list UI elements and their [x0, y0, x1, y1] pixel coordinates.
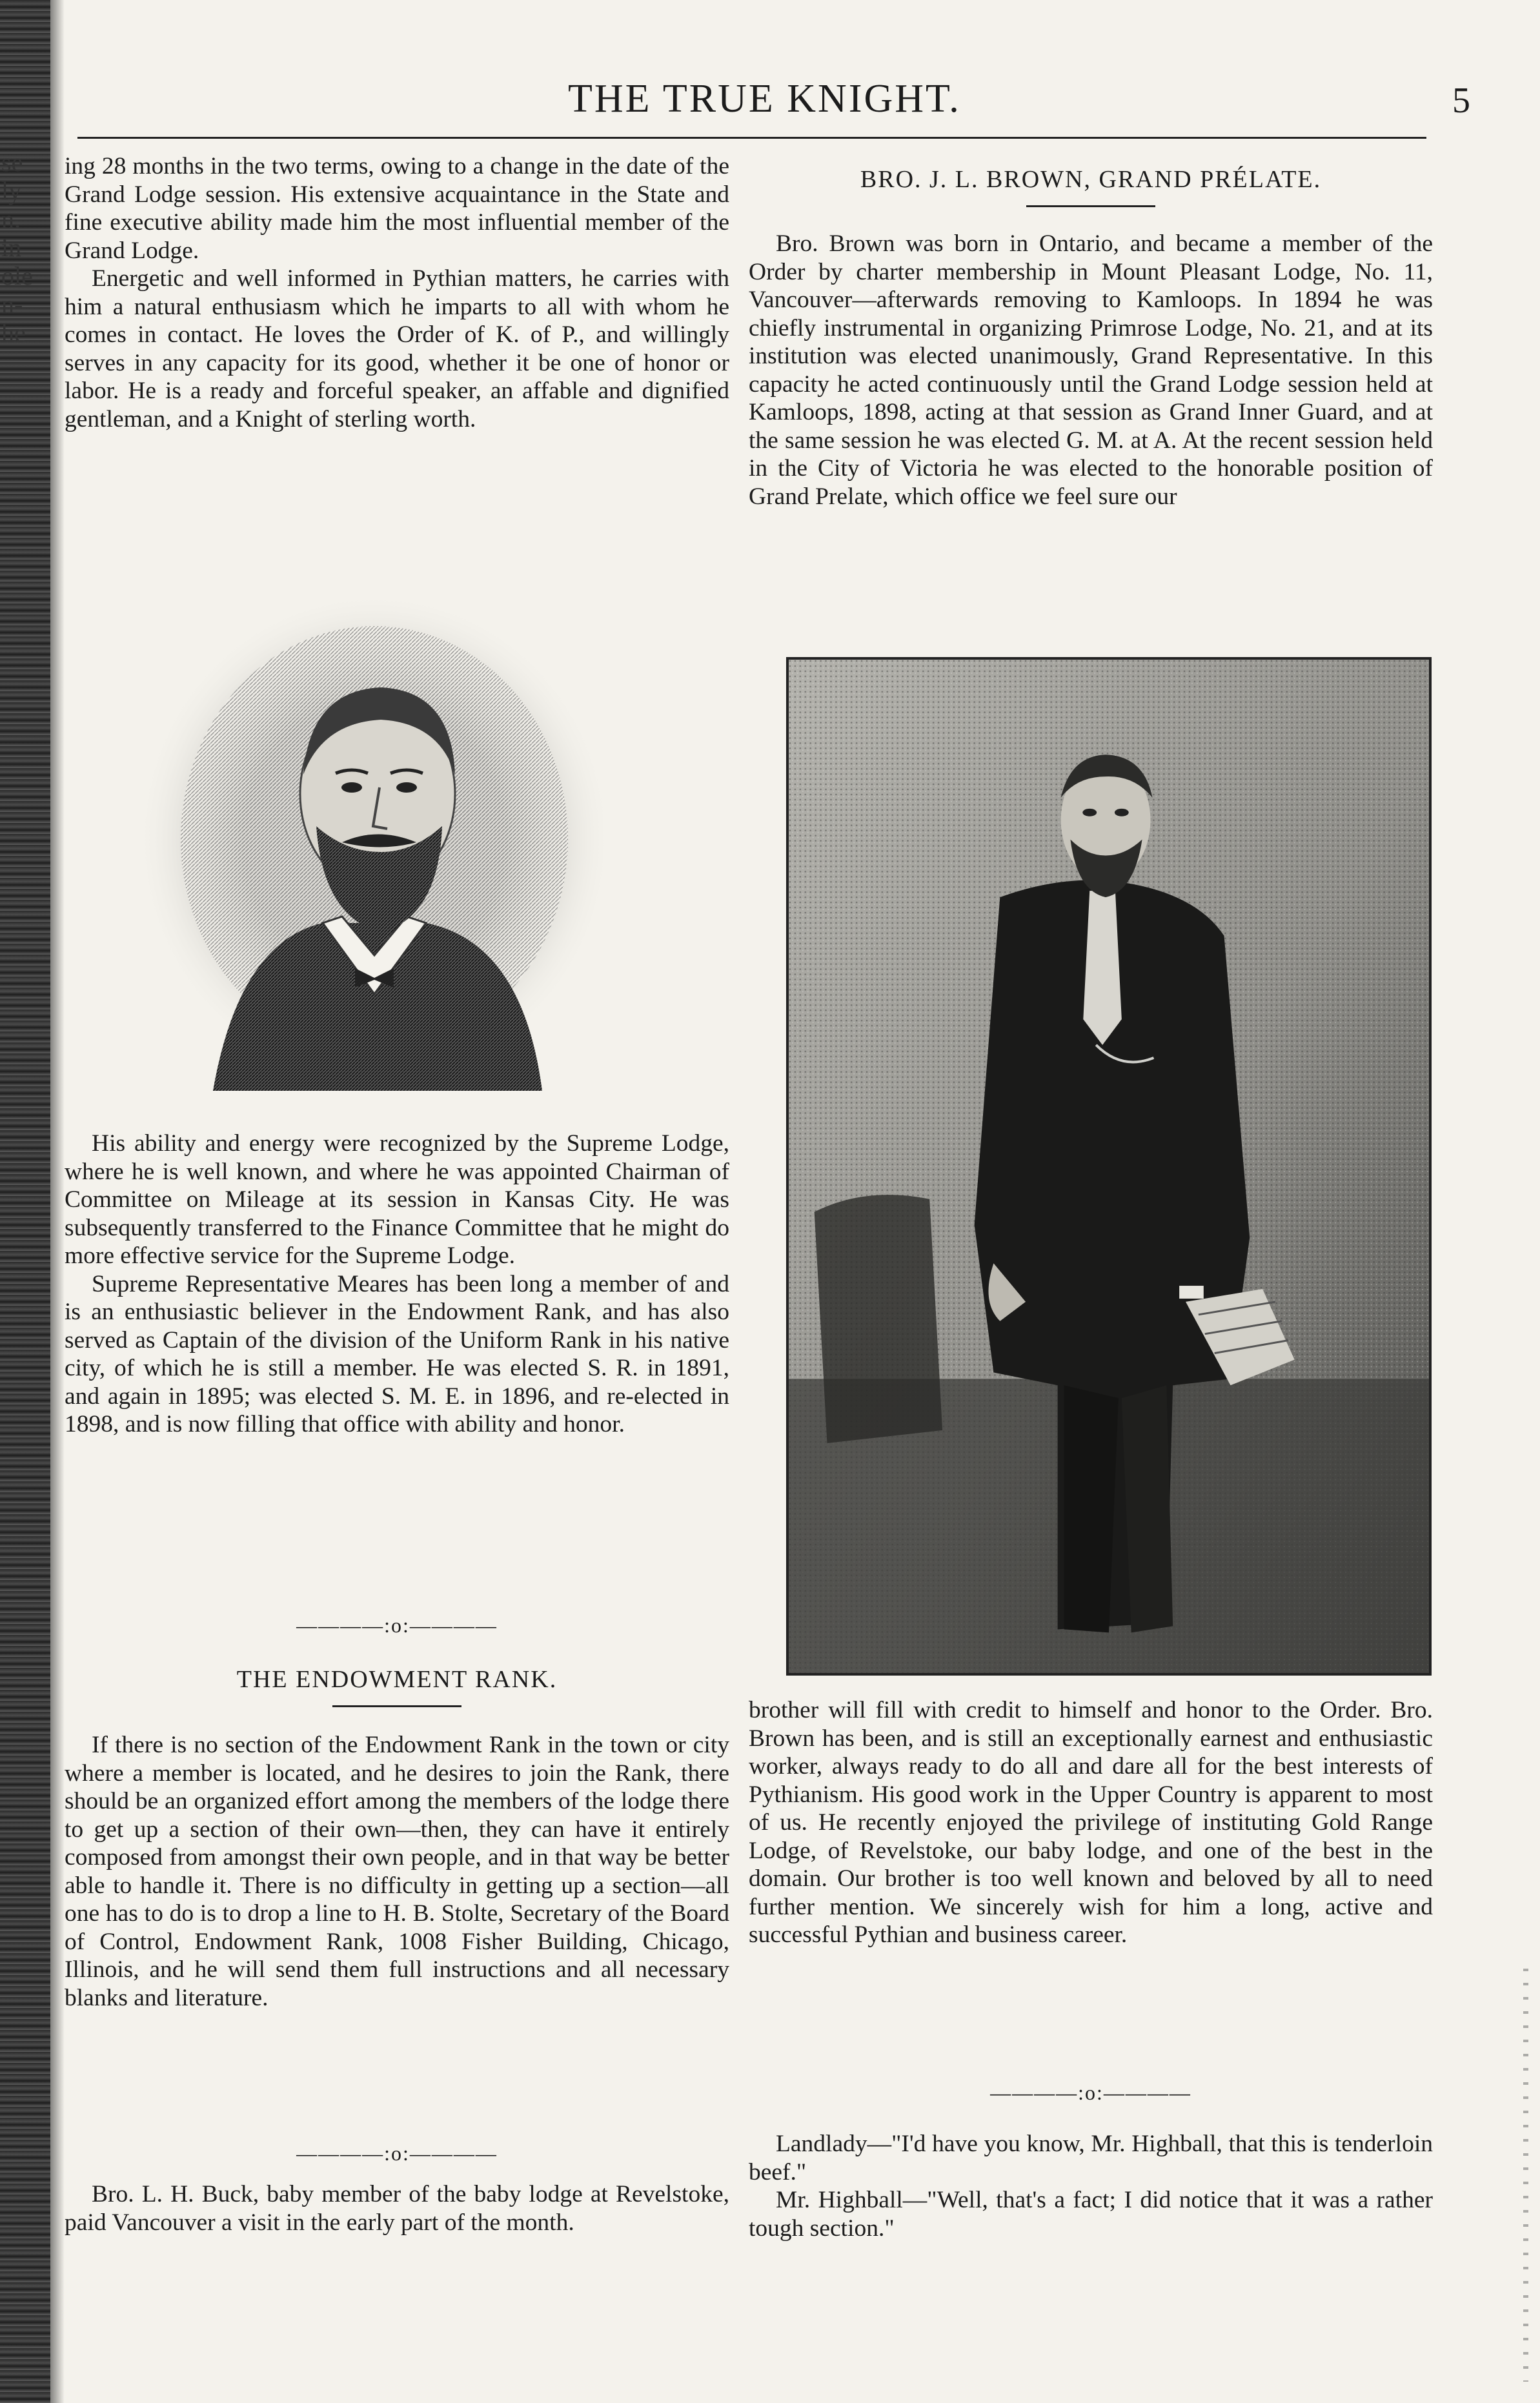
binding-edge — [0, 0, 50, 2403]
brown-heading: BRO. J. L. BROWN, GRAND PRÉLATE. — [860, 166, 1322, 193]
brown-continued — [749, 1696, 1433, 1949]
paragraph: Mr. Highball—"Well, that's a fact; I did notice that it was a rather tough section." — [749, 2187, 1433, 2242]
endowment-heading: THE ENDOWMENT RANK. — [236, 1666, 558, 1693]
heading-rule — [332, 1705, 461, 1707]
page-number: 5 — [1452, 81, 1470, 121]
margin-fragment: se — [1, 148, 23, 177]
brown-section — [749, 165, 1433, 207]
divider — [749, 2081, 1433, 2105]
brown-intro — [749, 230, 1433, 511]
header-rule — [77, 137, 1426, 139]
margin-fragment: ly — [1, 176, 22, 205]
paragraph: Energetic and well informed in Pythian matters, he carries with him a natural enthusiasm which he imparts to all with whom he comes in contact. He loves the Order of K. of P., and willingly serves in any capacity for its good, whether it be one of honor or labor. He is a ready and forceful speaker, an affable and dignified gentleman, and a Knight of sterling worth. — [65, 265, 729, 432]
buck-note — [65, 2180, 729, 2236]
portrait-meares — [129, 581, 620, 1091]
section-divider: ————:o:———— — [990, 2081, 1191, 2104]
publication-title: THE TRUE KNIGHT. — [568, 77, 961, 121]
margin-fragments — [1, 148, 33, 347]
binding-shadow — [50, 0, 65, 2403]
left-column-body — [65, 1130, 729, 1439]
divider — [65, 2142, 729, 2165]
portrait-brown — [786, 657, 1432, 1676]
portrait-engraving — [129, 581, 620, 1091]
continued-paragraph: brother will fill with credit to himself and honor to the Order. Bro. Brown has been, and is still an exceptionally earnest and enthusiastic worker, always ready to do all and dare all for the best interests of Pythianism. His good work in the Upper Country is apparent to most of us. He recently enjoyed the privilege of instituting Gold Range Lodge, of Revelstoke, our baby lodge, and one of the best in the domain. Our brother is too well known and beloved by all to need further mention. We sincerely wish for him a long, active and successful Pythian and business career. — [749, 1697, 1433, 1948]
paragraph: His ability and energy were recognized by the Supreme Lodge, where he is well known, and where he was appointed Chairman of Committee on Mileage at its session in Kansas City. He was subsequently transferred to the Finance Committee that he might do more effective service for the Supreme Lodge. — [65, 1130, 729, 1269]
section-divider: ————:o:———— — [296, 2142, 498, 2165]
paragraph: If there is no section of the Endowment Rank in the town or city where a member is located, and he desires to join the Rank, there should be an organized effort among the members of the lodge there to get up a section of their own—then, they can have it entirely composed from amongst their own people, and in that way be better able to handle it. There is no difficulty in getting up a section—all one has to do is to drop a line to H. B. Stolte, Secretary of the Board of Control, Endowment Rank, 1008 Fisher Building, Chicago, Illinois, and he will send them full instructions and all necessary blanks and literature. — [65, 1732, 729, 2011]
left-column-intro — [65, 152, 729, 433]
portrait-photograph — [789, 660, 1429, 1673]
margin-fragment: n. — [1, 205, 21, 234]
continued-paragraph: ing 28 months in the two terms, owing to a change in the date of the Grand Lodge session. His extensive acquaintance in the State and fine executive ability made him the most influential member of the Grand Lodge. — [65, 153, 729, 264]
paragraph: Bro. L. H. Buck, baby member of the baby lodge at Revelstoke, paid Vancouver a visit in the early part of the month. — [65, 2181, 729, 2236]
paragraph: Landlady—"I'd have you know, Mr. Highball, that this is tenderloin beef." — [749, 2131, 1433, 2185]
endowment-section — [65, 1665, 729, 1707]
joke — [749, 2130, 1433, 2242]
margin-fragment: he — [1, 318, 26, 347]
heading-rule — [1026, 205, 1155, 207]
margin-fragment: ole — [1, 261, 33, 290]
edge-speckle — [1523, 1969, 1528, 2382]
section-divider: ————:o:———— — [296, 1614, 498, 1637]
endowment-body — [65, 1731, 729, 2012]
margin-fragment: n- — [1, 290, 23, 319]
margin-fragment: in — [1, 233, 22, 262]
paragraph: Bro. Brown was born in Ontario, and became a member of the Order by charter membership in Mount Pleasant Lodge, No. 11, Vancouver—afterwards removing to Kamloops. In 1894 he was chiefly instrumental in organizing Primrose Lodge, No. 21, and at its institution was elected unanimously, Grand Representative. In this capacity he acted continuously until the Grand Lodge session held at Kamloops, 1898, acting at that session as Grand Inner Guard, and at the same session he was elected G. M. at A. At the recent session held in the City of Victoria he was elected to the honorable position of Grand Prelate, which office we feel sure our — [749, 230, 1433, 510]
divider — [65, 1614, 729, 1637]
paragraph: Supreme Representative Meares has been long a member of and is an enthusiastic believer in the Endowment Rank, and has also served as Captain of the division of the Uniform Rank in his native city, of which he is still a member. He was elected S. R. in 1891, and again in 1895; was elected S. M. E. in 1896, and re-elected in 1898, and is now filling that office with ability and honor. — [65, 1270, 729, 1437]
